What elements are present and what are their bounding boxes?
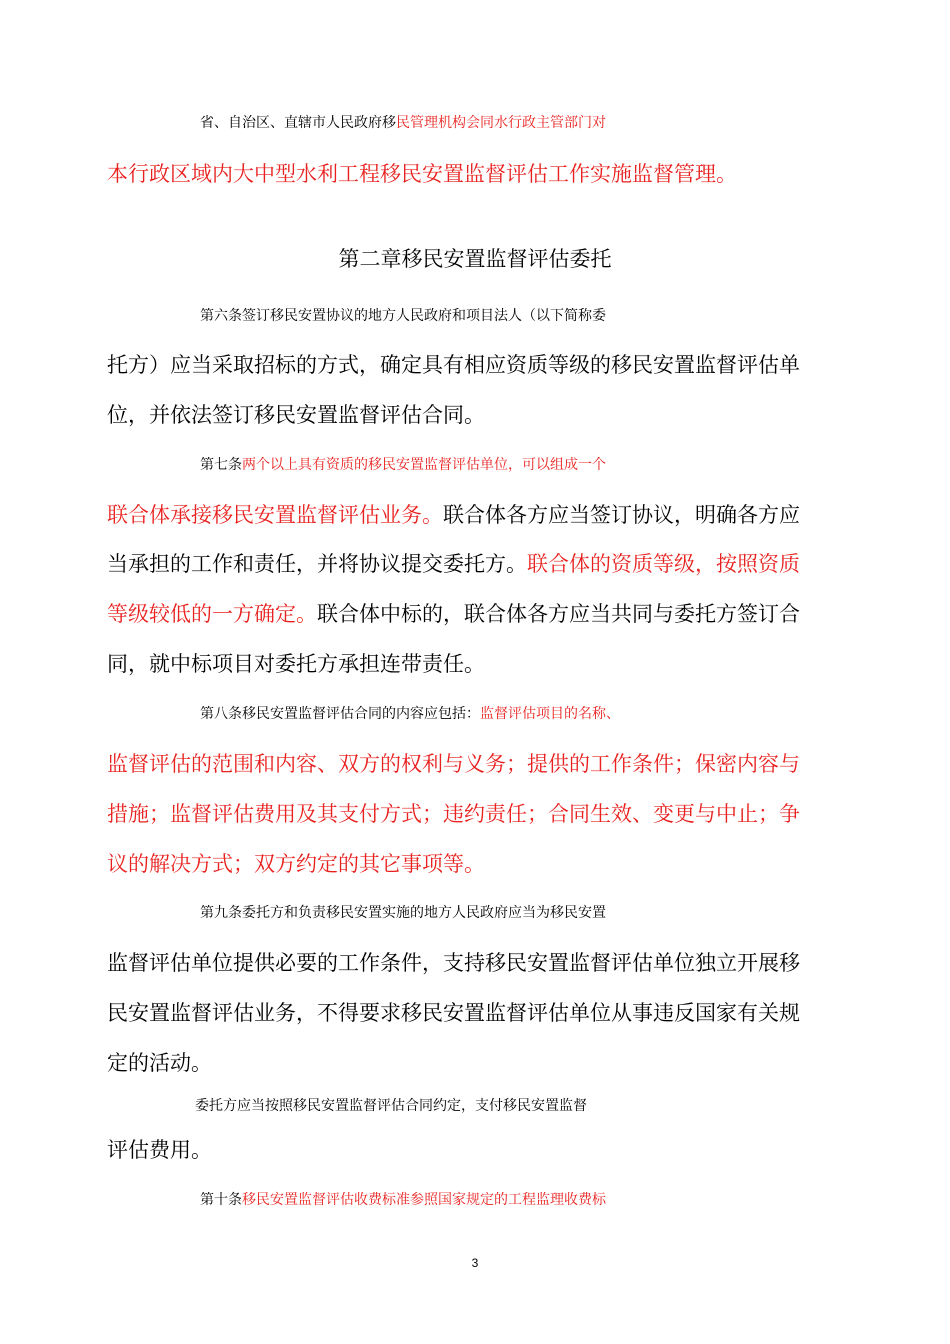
text-line (195, 1091, 935, 1121)
highlighted-text: 措施；监督评估费用及其支付方式；违约责任；合同生效、变更与中止；争 (107, 802, 800, 826)
text-segment: 位，并依法签订移民安置监督评估合同。 (107, 403, 485, 427)
text-segment: 民安置监督评估业务，不得要求移民安置监督评估单位从事违反国家有关规 (107, 1001, 800, 1025)
text-segment: 第十条 (200, 1192, 242, 1208)
text-segment: 监督评估单位提供必要的工作条件，支持移民安置监督评估单位独立开展移 (107, 951, 800, 975)
text-segment: 联合体中标的，联合体各方应当共同与委托方签订合 (317, 602, 800, 626)
page-number: 3 (471, 1256, 479, 1270)
chapter-title: 第二章移民安置监督评估委托 (338, 247, 612, 271)
text-line (200, 301, 940, 331)
highlighted-text: 民管理机构会同水行政主管部门对 (396, 115, 606, 131)
text-line (107, 1135, 847, 1165)
text-line (200, 450, 940, 480)
text-line (200, 898, 940, 928)
text-segment: 委托方应当按照移民安置监督评估合同约定，支付移民安置监督 (195, 1098, 587, 1114)
text-line (107, 500, 847, 530)
highlighted-text: 联合体承接移民安置监督评估业务。 (107, 503, 443, 527)
text-line (107, 948, 847, 978)
text-line (200, 699, 940, 729)
text-line (107, 159, 847, 189)
text-segment: 定的活动。 (107, 1051, 212, 1075)
text-segment: 托方）应当采取招标的方式，确定具有相应资质等级的移民安置监督评估单 (107, 353, 800, 377)
highlighted-text: 等级较低的一方确定。 (107, 602, 317, 626)
highlighted-text: 联合体的资质等级，按照资质 (527, 552, 800, 576)
text-line (107, 350, 847, 380)
text-segment: 第六条签订移民安置协议的地方人民政府和项目法人（以下简称委 (200, 308, 606, 324)
text-line (107, 799, 847, 829)
highlighted-text: 本行政区域内大中型水利工程移民安置监督评估工作实施监督管理。 (107, 162, 737, 186)
highlighted-text: 监督评估项目的名称、 (480, 706, 620, 722)
text-line (107, 1048, 847, 1078)
text-line (107, 998, 847, 1028)
text-segment: 当承担的工作和责任，并将协议提交委托方。 (107, 552, 527, 576)
text-segment: 同，就中标项目对委托方承担连带责任。 (107, 652, 485, 676)
text-segment: 联合体各方应当签订协议，明确各方应 (443, 503, 800, 527)
highlighted-text: 两个以上具有资质的移民安置监督评估单位，可以组成一个 (242, 457, 606, 473)
text-line (107, 749, 847, 779)
highlighted-text: 移民安置监督评估收费标准参照国家规定的工程监理收费标 (242, 1192, 606, 1208)
text-line (107, 599, 847, 629)
highlighted-text: 监督评估的范围和内容、双方的权利与义务；提供的工作条件；保密内容与 (107, 752, 800, 776)
text-segment: 第九条委托方和负责移民安置实施的地方人民政府应当为移民安置 (200, 905, 606, 921)
text-line (107, 849, 847, 879)
text-segment: 第七条 (200, 457, 242, 473)
text-segment: 评估费用。 (107, 1138, 212, 1162)
text-line (200, 108, 940, 138)
text-line (107, 400, 847, 430)
text-segment: 第八条移民安置监督评估合同的内容应包括： (200, 706, 480, 722)
text-segment: 省、自治区、直辖市人民政府移 (200, 115, 396, 131)
text-line (200, 1185, 940, 1215)
highlighted-text: 议的解决方式；双方约定的其它事项等。 (107, 852, 485, 876)
text-line (107, 649, 847, 679)
text-line (107, 549, 847, 579)
